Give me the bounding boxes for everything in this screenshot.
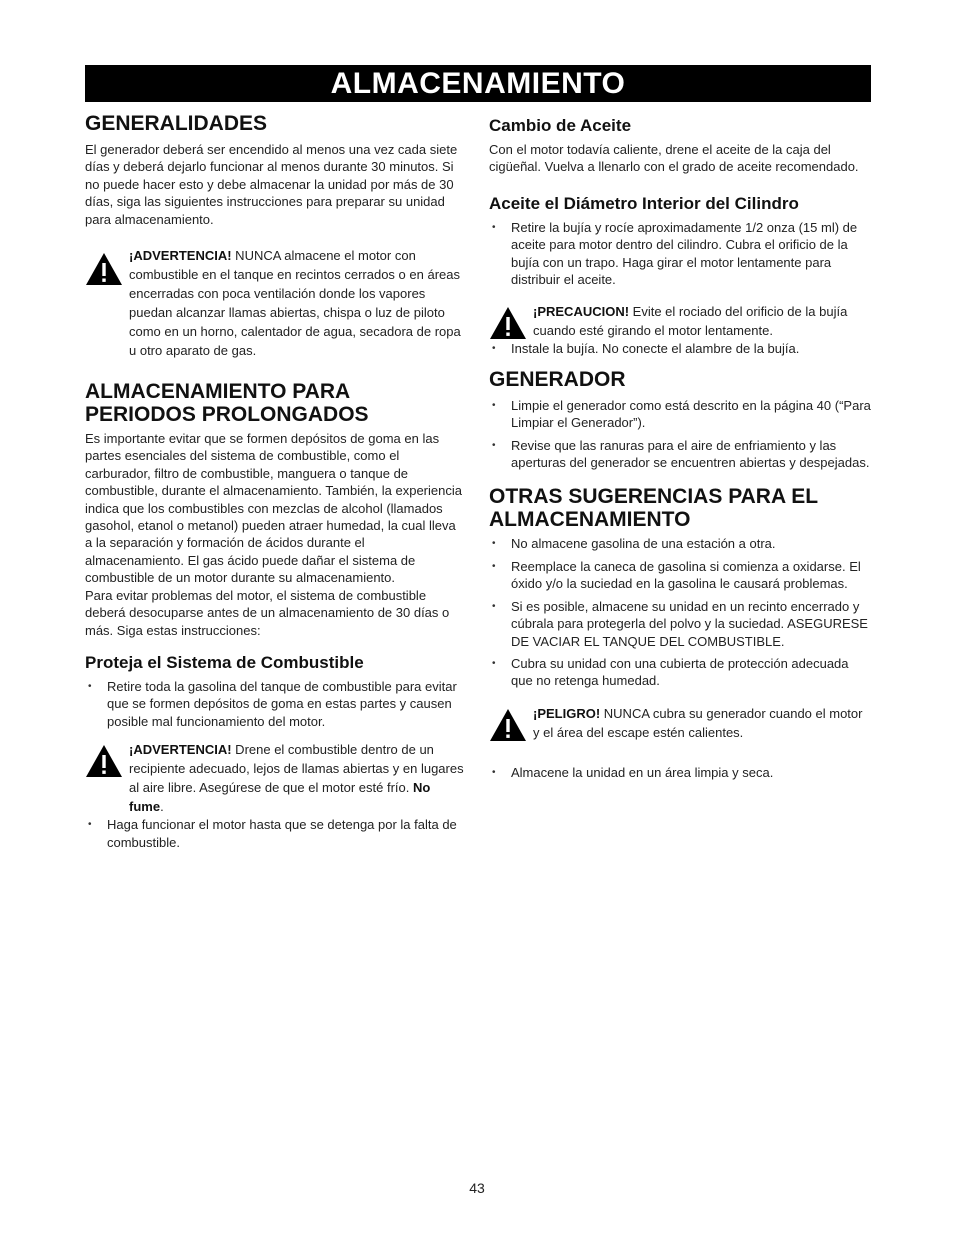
- caution-label: ¡PRECAUCION!: [533, 304, 630, 320]
- warning-triangle-icon: [489, 708, 527, 742]
- title-line-2: ALMACENAMIENTO: [489, 508, 691, 532]
- list-item: • Si es posible, almacene su unidad en un recinto encerrado y cúbrala para protegerla del polvo y la suciedad. ASEGURESE DE VACIAR EL TANQUE DEL COMBUSTIBLE.: [489, 598, 871, 650]
- caution-block: [489, 302, 871, 340]
- subsection-title-fuel-system: Proteja el Sistema de Combustible: [85, 652, 364, 672]
- section-title-generador: GENERADOR: [489, 367, 626, 391]
- warning-block-storage: [85, 246, 465, 360]
- subsection-title-cylinder: Aceite el Diámetro Interior del Cilindro: [489, 193, 799, 213]
- list-item: • Haga funcionar el motor hasta que se detenga por la falta de combustible.: [85, 816, 465, 851]
- title-line-1: ALMACENAMIENTO PARA: [85, 380, 351, 404]
- warning-label: ¡ADVERTENCIA!: [129, 248, 232, 264]
- warning-triangle-icon: [85, 744, 123, 778]
- list-item: • No almacene gasolina de una estación a otra.: [489, 535, 871, 552]
- list-item: • Retire toda la gasolina del tanque de combustible para evitar que se formen depósitos de goma en estas partes y causen posible mal funcionamiento del motor.: [85, 678, 465, 730]
- list-item: • Reemplace la caneca de gasolina si comienza a oxidarse. El óxido y/o la suciedad en la gasolina le causará problemas.: [489, 558, 871, 593]
- section-title-generalidades: GENERALIDADES: [85, 112, 268, 135]
- long-storage-paragraph-1: Es importante evitar que se formen depósitos de goma en las partes esenciales del sistema de combustible, como el carburador, filtro de combustible, manguera o tanque de combustible, durante el almacenamiento. También, la experiencia indica que los combustibles con mezclas de alcohol (llamados gasohol, etanol o metanol) pueden atraer humedad, la cual lleva a la separación y formación de ácidos durante el almacenamiento. El gas ácido puede dañar el sistema de combustible de un motor durante su almacenamiento.: [85, 431, 462, 586]
- long-storage-paragraph-2: Para evitar problemas del motor, el sistema de combustible deberá desocuparse antes de un almacenamiento de 30 días o más. Siga estas instrucciones:: [85, 587, 450, 638]
- list-item: • Cubra su unidad con una cubierta de protección adecuada que no retenga humedad.: [489, 655, 871, 690]
- list-item: • Revise que las ranuras para el aire de enfriamiento y las aperturas del generador se encuentren abiertas y despejadas.: [489, 437, 871, 472]
- warning-triangle-icon: [489, 306, 527, 340]
- warning-period: .: [160, 799, 164, 815]
- subsection-title-oil-change: Cambio de Aceite: [489, 116, 632, 135]
- warning-triangle-icon: [85, 252, 123, 286]
- list-item: • Almacene la unidad en un área limpia y seca.: [489, 764, 871, 781]
- danger-label: ¡PELIGRO!: [533, 705, 601, 721]
- warning-text: Drene el combustible dentro de un recipiente adecuado, lejos de llamas abiertas y en lugares al aire libre. Asegúrese de que el motor esté frío.: [129, 742, 464, 796]
- generalidades-body: El generador deberá ser encendido al menos una vez cada siete días y deberá dejarlo funcionar al menos durante 30 minutos. Si no puede hacer esto y debe almacenar la unidad por más de 30 días, siga las siguientes instrucciones para preparar su unidad para almacenamiento.: [85, 142, 458, 227]
- list-item: • Retire la bujía y rocíe aproximadamente 1/2 onza (15 ml) de aceite para motor dentro del cilindro. Cubra el orificio de la bujía con un trapo. Haga girar el motor lentamente para distribuir el aceite.: [489, 219, 871, 289]
- list-item: • Limpie el generador como está descrito en la página 40 (“Para Limpiar el Generador”).: [489, 397, 871, 432]
- warning-label: ¡ADVERTENCIA!: [129, 742, 232, 758]
- list-item: • Instale la bujía. No conecte el alambre de la bujía.: [489, 340, 871, 357]
- caution-text: Evite el rociado del orificio de la bujía cuando esté girando el motor lentamente.: [533, 304, 848, 339]
- title-line-1: OTRAS SUGERENCIAS PARA EL: [489, 485, 819, 509]
- danger-block: [489, 704, 871, 742]
- right-column: [489, 116, 871, 786]
- title-line-2: PERIODOS PROLONGADOS: [85, 403, 369, 427]
- left-column: [85, 112, 465, 856]
- section-title-other-tips: [489, 485, 871, 531]
- page-title: ALMACENAMIENTO: [85, 65, 871, 102]
- oil-change-body: Con el motor todavía caliente, drene el aceite de la caja del cigüeñal. Vuelva a llenarlo con el grado de aceite recomendado.: [489, 142, 859, 175]
- danger-text: NUNCA cubra su generador cuando el motor y el área del escape estén calientes.: [533, 705, 863, 740]
- warning-text: NUNCA almacene el motor con combustible en el tanque en recintos cerrados o en áreas encerradas con poca ventilación donde los vapores puedan alcanzar llamas abiertas, chispa o luz de piloto como en un horno, calentador de agua, secadora de ropa u otro aparato de gas.: [129, 248, 461, 359]
- warning-block-drain: [85, 740, 465, 816]
- warning-no-smoking: No fume: [129, 780, 431, 815]
- page-number: 43: [469, 1180, 485, 1196]
- section-title-long-storage: [85, 380, 465, 426]
